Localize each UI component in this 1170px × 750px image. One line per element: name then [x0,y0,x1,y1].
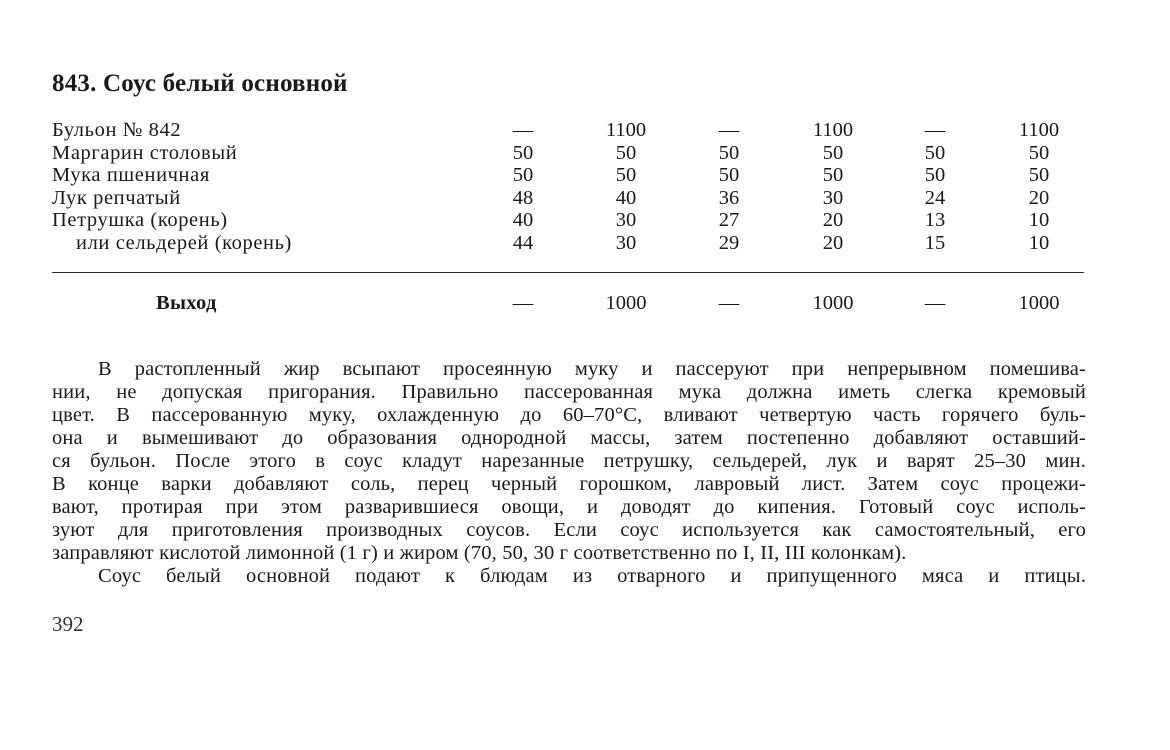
yield-value: 1000 [812,292,854,314]
ingredient-value: 50 [512,141,534,164]
ingredient-name: Петрушка (корень) [52,209,228,231]
ingredient-value: 1100 [1018,119,1060,141]
ingredient-value: 13 [924,209,946,231]
ingredient-value: 50 [924,164,946,186]
ingredient-value: 50 [924,141,946,164]
ingredient-value: 20 [822,231,844,254]
ingredient-value: 50 [822,141,844,164]
ingredient-value: 1100 [812,119,854,141]
ingredients-table [52,119,1082,254]
ingredient-value: 1100 [605,119,647,141]
text-line: В конце варки добавляют соль, перец черный горошком, лавровый лист. Затем соус процежи- [52,473,1086,495]
ingredient-value: 44 [512,231,534,254]
ingredient-row [52,232,1082,255]
ingredient-value: 40 [512,209,534,231]
text-line: зуют для приготовления производных соусов. Если соус используется как самостоятельный, его [52,519,1086,541]
yield-label: Выход [156,292,217,314]
ingredient-row [52,187,1082,210]
recipe-title: 843. Соус белый основной [52,70,348,97]
ingredient-value: 50 [512,164,534,186]
yield-row [52,291,1082,315]
ingredient-value: 36 [718,186,740,209]
ingredient-row [52,119,1082,142]
text-line: нии, не допуская пригорания. Правильно пассерованная мука должна иметь слегка кремовый [52,381,1086,403]
ingredient-value: 10 [1028,231,1050,254]
ingredient-value: 27 [718,209,740,231]
ingredient-name: Бульон № 842 [52,119,182,141]
text-line: ся бульон. После этого в соус кладут нарезанные петрушку, сельдерей, лук и варят 25–30 мин. [52,450,1086,472]
ingredient-value: 24 [924,186,946,209]
ingredient-value: 50 [1028,141,1050,164]
yield-value: — [924,292,946,314]
text-line: вают, протирая при этом разварившиеся овощи, и доводят до кипения. Готовый соус исполь- [52,496,1086,518]
ingredient-value: — [512,119,534,141]
ingredient-value: 50 [718,141,740,164]
ingredient-value: 15 [924,231,946,254]
table-divider [52,272,1084,273]
ingredient-value: 50 [615,164,637,186]
ingredient-row [52,209,1082,232]
ingredient-row [52,164,1082,187]
ingredient-name: Лук репчатый [52,186,181,209]
yield-value: — [718,292,740,314]
ingredient-value: — [718,119,740,141]
ingredient-value: 48 [512,186,534,209]
ingredient-value: 10 [1028,209,1050,231]
page-number: 392 [52,612,84,636]
text-line: она и вымешивают до образования однородной массы, затем постепенно добавляют оставший- [52,427,1086,449]
serving-note: Соус белый основной подают к блюдам из отварного и припущенного мяса и птицы. [98,565,1086,587]
text-line: заправляют кислотой лимонной (1 г) и жиром (70, 50, 30 г соответственно по I, II, III колонкам). [52,542,907,564]
ingredient-value: 30 [822,186,844,209]
ingredient-row [52,142,1082,165]
ingredient-value: 29 [718,231,740,254]
recipe-instructions [52,358,1086,588]
ingredient-value: 50 [718,164,740,186]
ingredient-value: 50 [1028,164,1050,186]
text-line: цвет. В пассерованную муку, охлажденную до 60–70°С, вливают четвертую часть горячего буль- [52,404,1086,426]
ingredient-name: Мука пшеничная [52,164,210,186]
ingredient-value: 40 [615,186,637,209]
ingredient-value: 20 [822,209,844,231]
ingredient-value: 20 [1028,186,1050,209]
ingredient-name: Маргарин столовый [52,141,238,164]
ingredient-name: или сельдерей (корень) [76,231,292,254]
ingredient-value: 50 [615,141,637,164]
ingredient-value: 30 [615,209,637,231]
ingredient-value: 30 [615,231,637,254]
yield-value: 1000 [605,292,647,314]
ingredient-value: 50 [822,164,844,186]
yield-value: 1000 [1018,292,1060,314]
yield-value: — [512,292,534,314]
ingredient-value: — [924,119,946,141]
text-line: В растопленный жир всыпают просеянную муку и пассеруют при непрерывном помешива- [98,358,1086,380]
